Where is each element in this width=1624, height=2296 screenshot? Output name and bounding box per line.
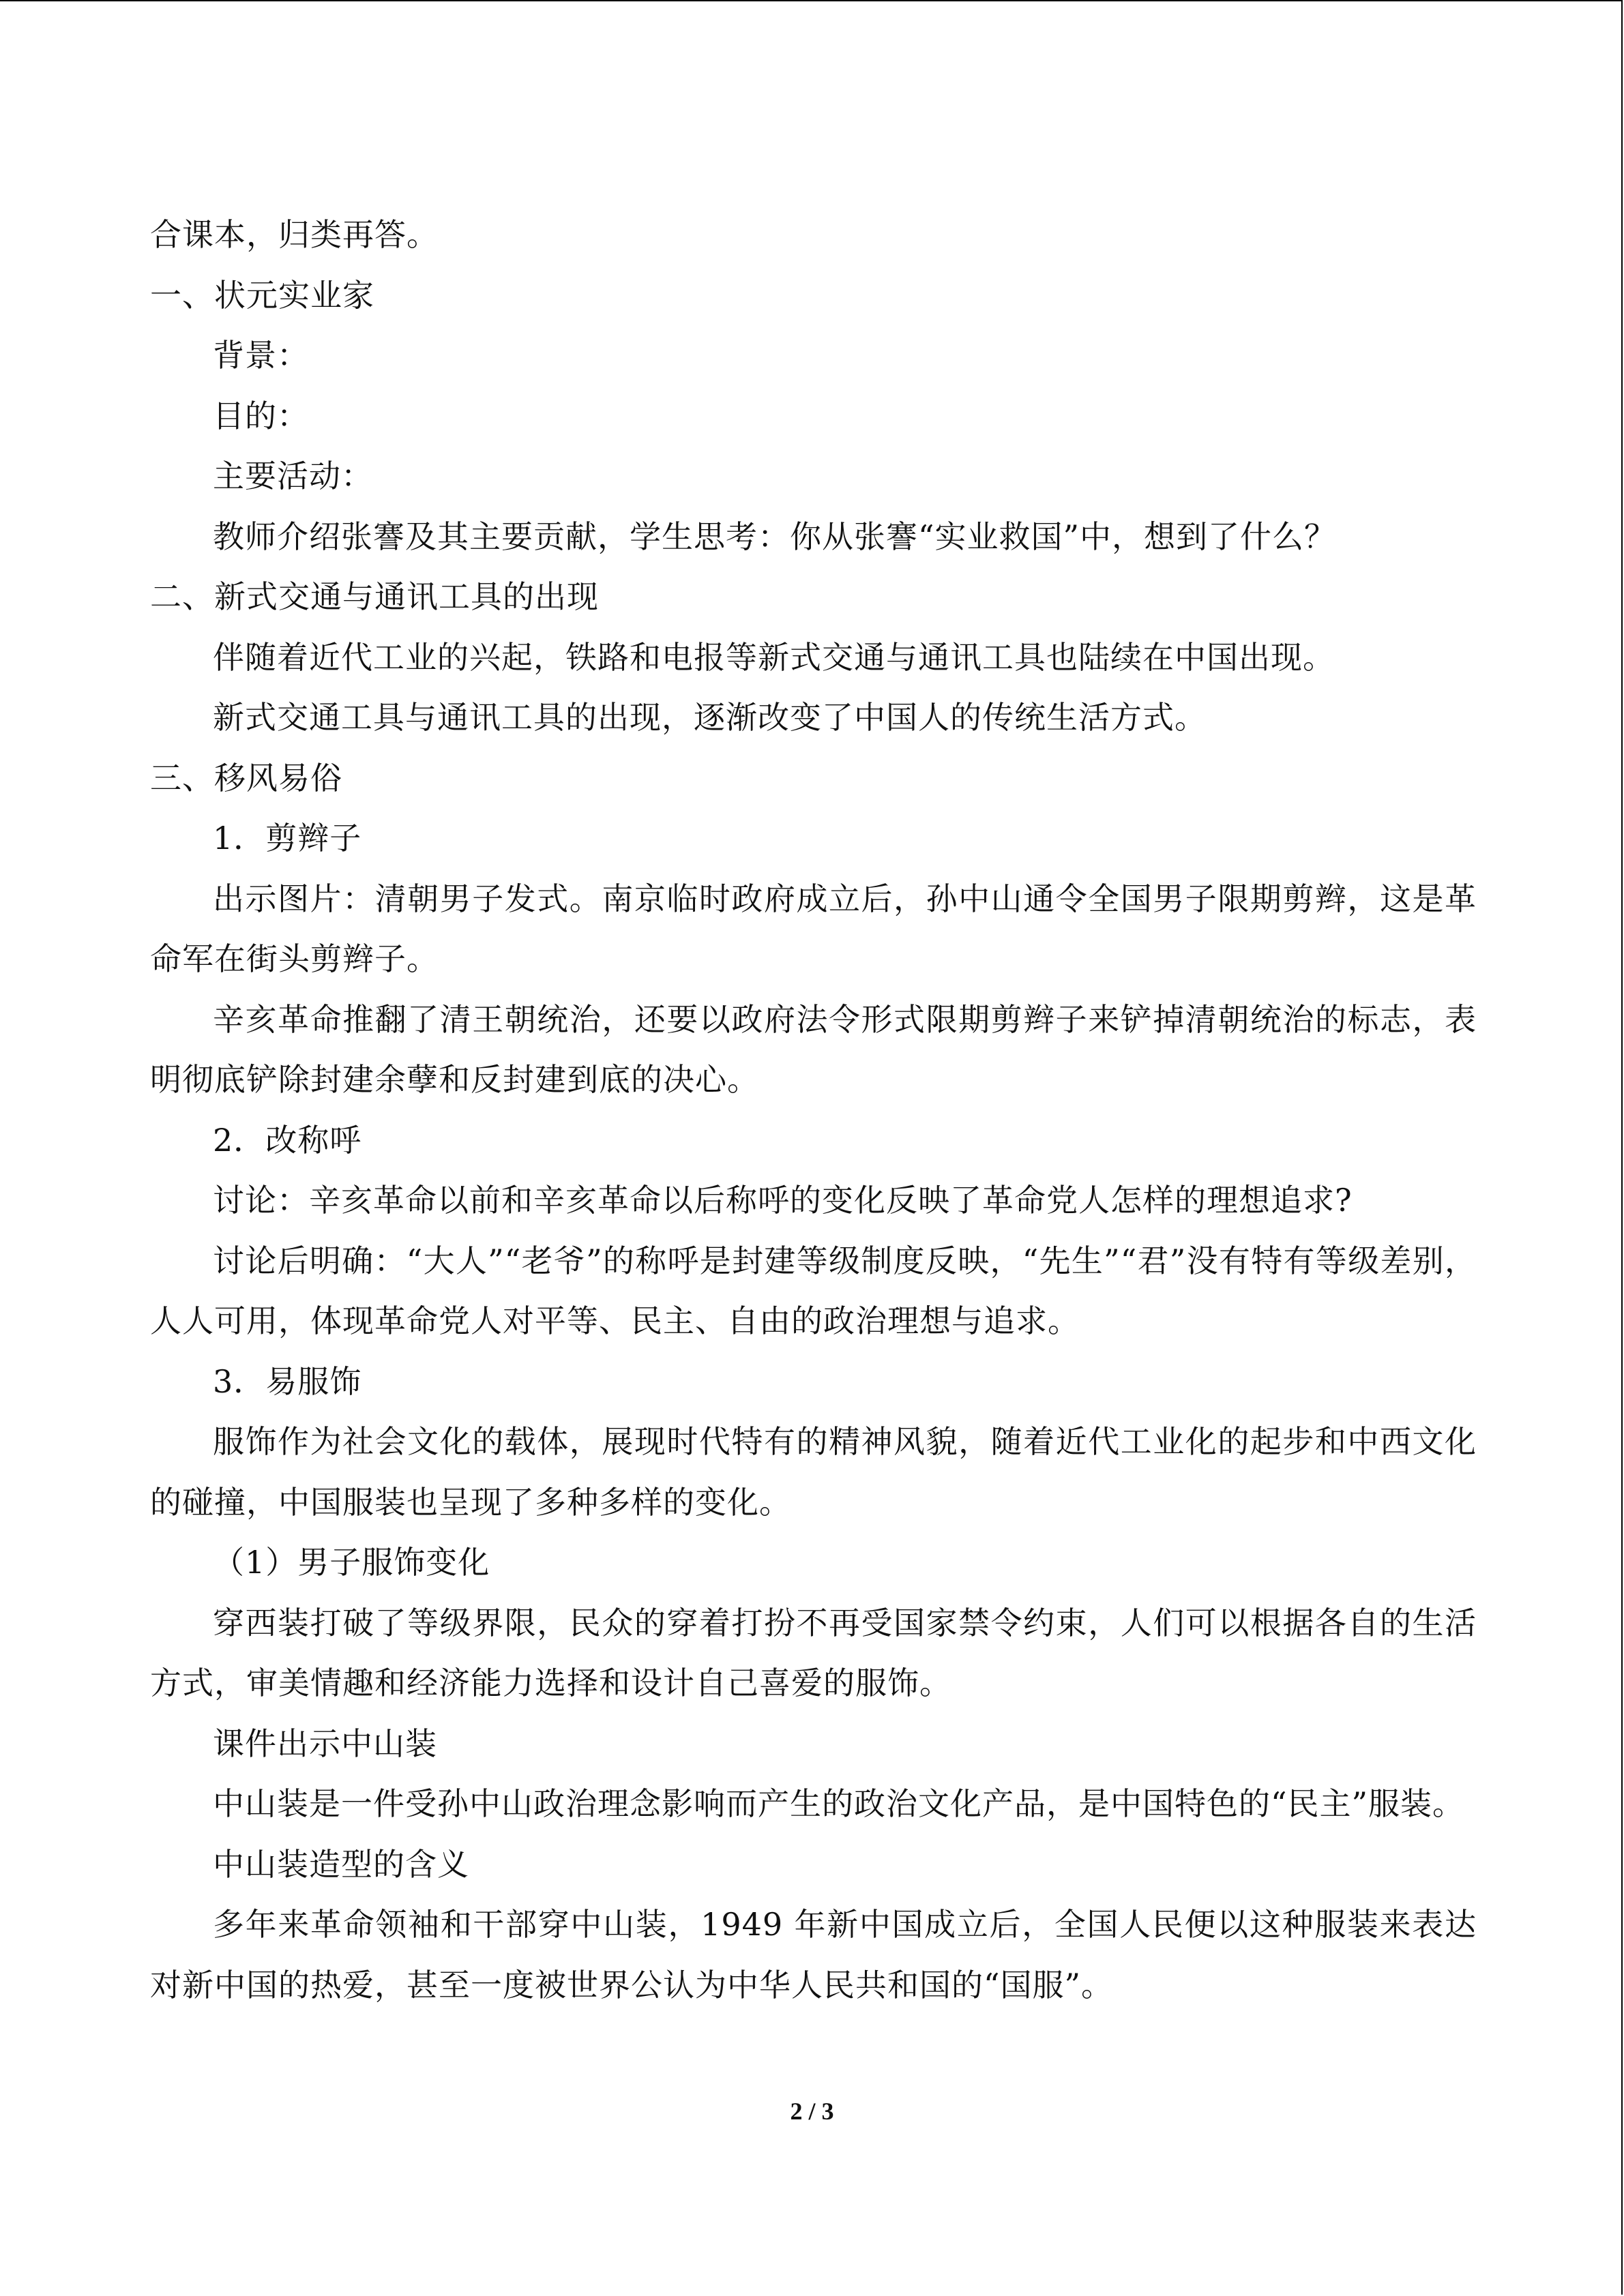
- text-line: 课件出示中山装: [213, 1725, 437, 1762]
- section-heading-1: 一、状元实业家: [150, 276, 374, 314]
- paragraph: 穿西装打破了等级界限，民众的穿着打扮不再受国家禁令约束，人们可以根据各自的生活方式，审美情趣和经济能力选择和设计自己喜爱的服饰。: [150, 1604, 1477, 1701]
- page-number: 2 / 3: [790, 2098, 834, 2125]
- subheading-cut-queue: 1．剪辫子: [213, 820, 362, 856]
- paragraph: 出示图片：清朝男子发式。南京临时政府成立后，孙中山通令全国男子限期剪辫，这是革命军在街头剪辫子。: [150, 880, 1477, 977]
- paragraph: 服饰作为社会文化的载体，展现时代特有的精神风貌，随着近代工业化的起步和中西文化的碰撞，中国服装也呈现了多种多样的变化。: [150, 1423, 1477, 1521]
- text-line: 主要活动：: [213, 458, 373, 494]
- paragraph: 中山装是一件受孙中山政治理念影响而产生的政治文化产品，是中国特色的“民主”服装。: [213, 1785, 1465, 1822]
- subheading-mens-dress: （1）男子服饰变化: [213, 1544, 490, 1581]
- subheading-change-dress: 3．易服饰: [213, 1362, 362, 1400]
- text-line: 目的：: [213, 397, 309, 434]
- document-body: [150, 205, 1477, 2015]
- paragraph: 多年来革命领袖和干部穿中山装，1949 年新中国成立后，全国人民便以这种服装来表达对新中国的热爱，甚至一度被世界公认为中华人民共和国的“国服”。: [150, 1906, 1477, 2003]
- section-heading-3: 三、移风易俗: [150, 759, 342, 796]
- text-line: 中山装造型的含义: [213, 1845, 469, 1883]
- section-heading-2: 二、新式交通与通讯工具的出现: [150, 578, 599, 615]
- text-line: 合课本，归类再答。: [150, 216, 439, 253]
- text-line: 背景：: [213, 337, 309, 374]
- paragraph: 辛亥革命推翻了清王朝统治，还要以政府法令形式限期剪辫子来铲掉清朝统治的标志，表明彻底铲除封建余孽和反封建到底的决心。: [150, 1000, 1477, 1098]
- paragraph: 讨论后明确：“大人”“老爷”的称呼是封建等级制度反映，“先生”“君”没有特有等级差别，人人可用，体现革命党人对平等、民主、自由的政治理想与追求。: [150, 1242, 1477, 1339]
- text-line: 教师介绍张謇及其主要贡献，学生思考：你从张謇“实业救国”中，想到了什么？: [213, 518, 1337, 555]
- text-line: 新式交通工具与通讯工具的出现，逐渐改变了中国人的传统生活方式。: [213, 699, 1207, 736]
- subheading-change-address: 2．改称呼: [213, 1121, 362, 1159]
- text-line: 伴随着近代工业的兴起，铁路和电报等新式交通与通讯工具也陆续在中国出现。: [213, 638, 1335, 676]
- text-line: 讨论：辛亥革命以前和辛亥革命以后称呼的变化反映了革命党人怎样的理想追求?: [213, 1182, 1353, 1219]
